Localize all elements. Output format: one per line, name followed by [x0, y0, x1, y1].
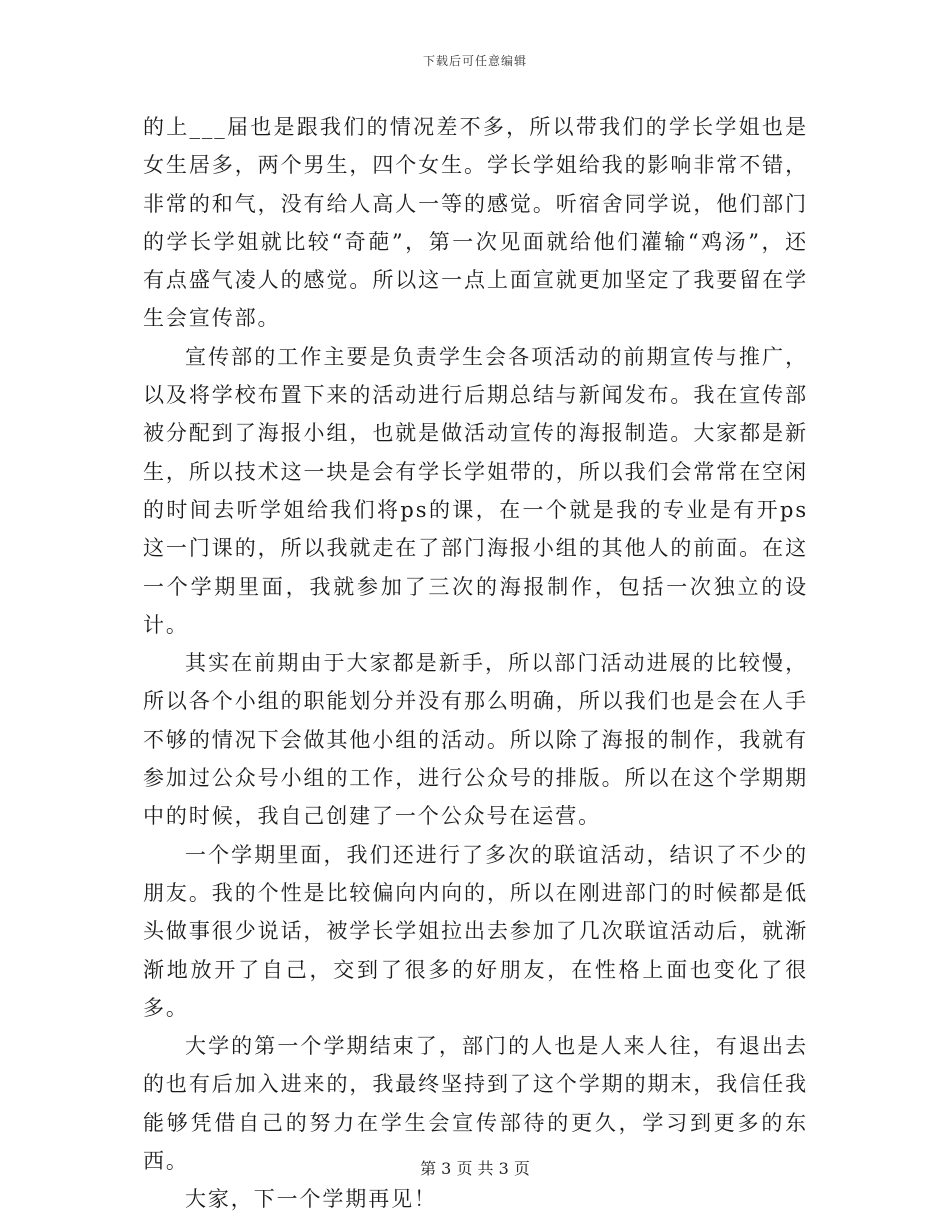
paragraph: 大学的第一个学期结束了，部门的人也是人来人往，有退出去的也有后加入进来的，我最终坚持到了这个学期的期末，我信任我能够凭借自己的努力在学生会宣传部待的更久，学习到更多的东西。: [143, 1034, 808, 1174]
paragraph: 大家，下一个学期再见！: [185, 1187, 437, 1212]
document-body: [143, 108, 808, 1219]
page-header: 下载后可任意编辑: [422, 54, 527, 68]
paragraph: 宣传部的工作主要是负责学生会各项活动的前期宣传与推广，以及将学校布置下来的活动进行后期总结与新闻发布。我在宣传部被分配到了海报小组，也就是做活动宣传的海报制造。大家都是新生，所以技术这一块是会有学长学姐带的，所以我们会常常在空闲的时间去听学姐给我们将ps的课，在一个就是我的专业是有开ps这一门课的，所以我就走在了部门海报小组的其他人的前面。在这一个学期里面，我就参加了三次的海报制作，包括一次独立的设计。: [143, 344, 808, 637]
page-number: 第 3 页 共 3 页: [420, 1159, 530, 1178]
paragraph: 一个学期里面，我们还进行了多次的联谊活动，结识了不少的朋友。我的个性是比较偏向内向的，所以在刚进部门的时候都是低头做事很少说话，被学长学姐拉出去参加了几次联谊活动后，就渐渐地放开了自己，交到了很多的好朋友，在性格上面也变化了很多。: [143, 842, 808, 1020]
paragraph: 其实在前期由于大家都是新手，所以部门活动进展的比较慢，所以各个小组的职能划分并没有那么明确，所以我们也是会在人手不够的情况下会做其他小组的活动。所以除了海报的制作，我就有参加过公众号小组的工作，进行公众号的排版。所以在这个学期期中的时候，我自己创建了一个公众号在运营。: [143, 651, 808, 829]
paragraph: 的上___届也是跟我们的情况差不多，所以带我们的学长学姐也是女生居多，两个男生，四个女生。学长学姐给我的影响非常不错，非常的和气，没有给人高人一等的感觉。听宿舍同学说，他们部门的学长学姐就比较“奇葩”，第一次见面就给他们灌输“鸡汤”，还有点盛气凌人的感觉。所以这一点上面宣就更加坚定了我要留在学生会宣传部。: [143, 115, 808, 331]
